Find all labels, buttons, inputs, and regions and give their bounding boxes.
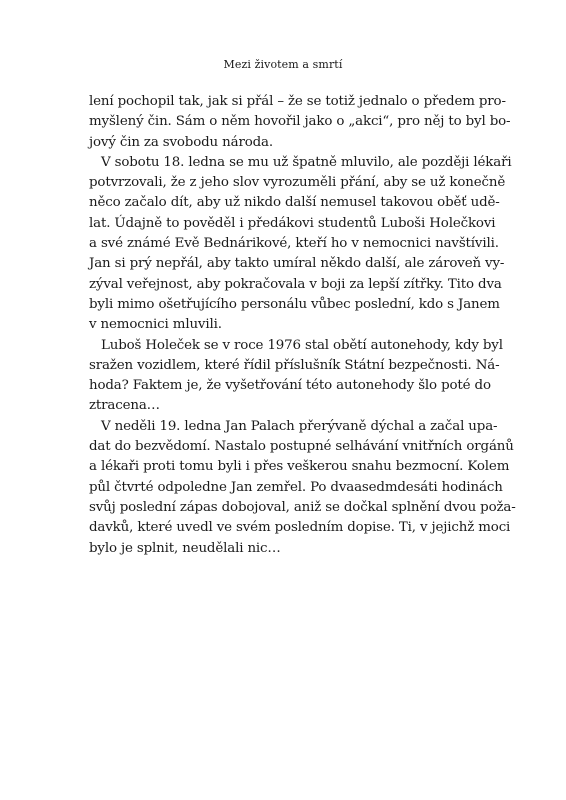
text-line: půl čtvrté odpoledne Jan zemřel. Po dvaasedmdesáti hodinách: [89, 479, 503, 495]
text-line: lení pochopil tak, jak si přál – že se totiž jednalo o předem pro-: [89, 94, 506, 109]
paragraph: [89, 417, 516, 559]
text-line: a lékaři proti tomu byli i přes veškerou snahu bezmocní. Kolem: [89, 459, 510, 475]
text-line: zýval veřejnost, aby pokračovala v boji za lepší zítřky. Tito dva: [89, 276, 502, 292]
text-line: a své známé Evě Bednárikové, kteří ho v nemocnici navštívili.: [89, 236, 499, 252]
text-line: jový čin za svobodu národa.: [89, 134, 273, 150]
text-line: V neděli 19. ledna Jan Palach přerývaně dýchal a začal upa-: [101, 418, 498, 434]
text-line: Jan si prý nepřál, aby takto umíral někdo další, ale zároveň vy-: [89, 256, 505, 272]
text-line: bylo je splnit, neudělali nic…: [89, 540, 281, 556]
text-line: potvrzovali, že z jeho slov vyrozuměli přání, aby se už konečně: [89, 175, 506, 191]
paragraph: [89, 336, 503, 417]
paragraph: [89, 153, 512, 336]
text-line: Luboš Holeček se v roce 1976 stal obětí autonehody, kdy byl: [101, 337, 503, 353]
text-line: hoda? Faktem je, že vyšetřování této autonehody šlo poté do: [89, 378, 491, 394]
body-text: [89, 92, 516, 559]
text-line: lat. Údajně to pověděl i předákovi studentů Luboši Holečkovi: [89, 215, 496, 231]
running-head: Mezi životem a smrtí: [223, 58, 343, 71]
text-line: sražen vozidlem, které řídil příslušník Státní bezpečnosti. Ná-: [89, 357, 500, 373]
text-line: myšlený čin. Sám o něm hovořil jako o „akci“, pro něj to byl bo-: [89, 114, 511, 130]
paragraph: [89, 92, 511, 153]
text-line: ztracena…: [89, 398, 160, 414]
text-line: svůj poslední zápas dobojoval, aniž se dočkal splnění dvou poža-: [89, 499, 516, 515]
text-line: byli mimo ošetřujícího personálu vůbec poslední, kdo s Janem: [89, 296, 500, 312]
text-line: něco začalo dít, aby už nikdo další nemusel takovou oběť udě-: [89, 195, 500, 211]
text-line: davků, které uvedl ve svém posledním dopise. Ti, v jejichž moci: [89, 520, 511, 536]
text-line: dat do bezvědomí. Nastalo postupné selhávání vnitřních orgánů: [89, 439, 514, 455]
text-line: V sobotu 18. ledna se mu už špatně mluvilo, ale později lékaři: [101, 154, 512, 170]
text-line: v nemocnici mluvili.: [89, 317, 222, 333]
